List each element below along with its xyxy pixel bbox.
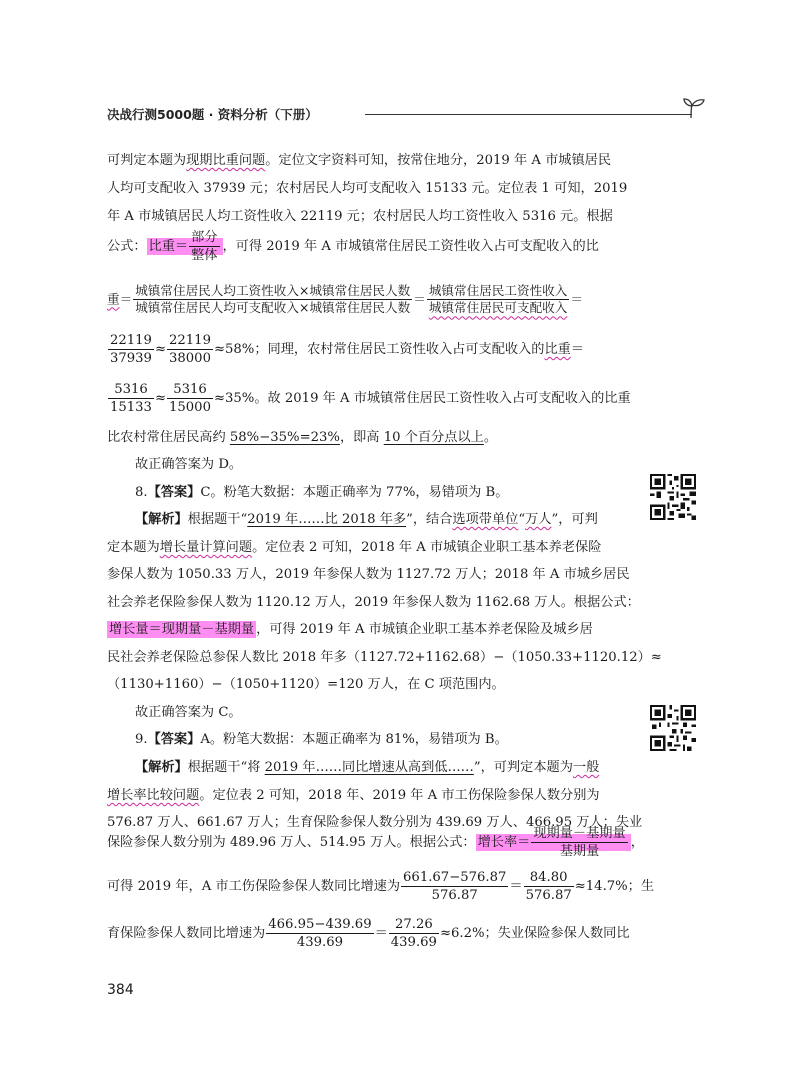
q9-line6: [107, 870, 654, 903]
q8-answer: 故正确答案为 C。: [135, 705, 242, 720]
p1-line6: [107, 333, 584, 366]
text: ＝: [570, 342, 585, 358]
q9-line3: [107, 784, 600, 803]
denominator: 城镇常住居民可支配收入: [428, 300, 568, 316]
text: ＝: [119, 291, 133, 307]
denominator: 15000: [169, 400, 211, 416]
denominator: 576.87: [525, 888, 572, 904]
text: 比重＝: [148, 239, 189, 255]
text: ，可得 2019 年 A 市城镇企业职工基本养老保险及城乡居: [256, 622, 593, 637]
seg: 选项带单位: [452, 512, 519, 527]
fraction: [427, 284, 570, 316]
text: ＝: [374, 926, 388, 942]
q9-line5: [107, 826, 644, 859]
q8-line6: [107, 618, 593, 637]
question-number: 8.: [135, 485, 148, 500]
text: 保险参保人数分别为 489.96 万人、514.95 万人。根据公式：: [107, 835, 476, 851]
numerator: 5316: [167, 382, 213, 399]
fraction: [266, 917, 373, 950]
p1-line7: [107, 382, 631, 415]
qr-code-icon[interactable]: [650, 474, 696, 520]
numerator: 84.80: [524, 870, 574, 887]
denominator: 439.69: [296, 935, 343, 951]
p1-line5: [107, 284, 583, 316]
highlighted-formula: [147, 230, 223, 264]
text: 公式：: [107, 239, 147, 255]
numerator: 22119: [108, 333, 154, 350]
seg: ”，结合: [406, 512, 453, 527]
numerator: 5316: [108, 382, 154, 399]
question-number: 9.: [135, 732, 148, 747]
text: ＝: [413, 291, 426, 307]
q9-line2: [135, 756, 599, 775]
q8-line3: [107, 536, 601, 555]
highlighted-formula: [476, 826, 631, 860]
text: 比重: [544, 342, 571, 358]
text: ≈58%；同理，农村常住居民工资性收入占可支配收入的: [213, 342, 545, 358]
numerator: 27.26: [389, 917, 439, 934]
denominator: 37939: [110, 351, 152, 367]
text: 可得 2019 年，A 市工伤保险参保人数同比增速为: [107, 879, 401, 895]
analysis-tag: 【解析】: [135, 760, 188, 775]
seg: 定本题为: [107, 540, 160, 555]
seg: 根据题干“将: [187, 760, 265, 775]
highlighted-formula: 增长量＝现期量－基期量: [109, 622, 255, 637]
text: C。粉笔大数据：本题正确率为 77%，易错项为 B。: [200, 485, 509, 500]
sprout-icon: [677, 97, 707, 119]
denominator: 整体: [191, 248, 218, 264]
seg: 增长率比较问题: [107, 788, 200, 803]
text: ≈35%。故 2019 年 A 市城镇常住居民工资性收入占可支配收入的比重: [213, 391, 631, 407]
seg: 根据题干“: [187, 512, 248, 527]
seg: 。定位表 2 可知，2018 年 A 市城镇企业职工基本养老保险: [252, 540, 602, 555]
text: 育保险参保人数同比增速为: [107, 926, 266, 942]
fraction: [167, 382, 213, 415]
denominator: 基期量: [559, 844, 600, 860]
p1-line2: 人均可支配收入 37939 元；农村居民人均可支配收入 15133 元。定位表 1 可知，2019: [107, 181, 628, 196]
p1-line1: [107, 149, 611, 168]
fraction: [108, 382, 154, 415]
seg: ”，可判定本题为: [473, 760, 573, 775]
denominator: 439.69: [390, 935, 437, 951]
seg: 可判定本题为: [107, 153, 187, 168]
denominator: 城镇常住居民人均可支配收入×城镇常住居民人数: [135, 300, 411, 316]
numerator: 661.67−576.87: [401, 870, 508, 887]
q8-line8: （1130+1160）−（1050+1120）=120 万人，在 C 项范围内。: [107, 677, 505, 692]
q8-line2: [135, 508, 598, 527]
text: ≈6.2%；失业保险参保人数同比: [439, 926, 630, 942]
seg: “: [518, 512, 526, 527]
denominator: 38000: [169, 351, 211, 367]
text: ，: [630, 835, 644, 851]
numerator: 22119: [167, 333, 213, 350]
seg: 2019 年……比 2018 年多: [247, 512, 407, 527]
text: ＝: [570, 291, 583, 307]
seg: 。定位文字资料可知，按常住地分，2019 年 A 市城镇居民: [265, 153, 612, 168]
seg: ”，可判: [551, 512, 598, 527]
fraction: [189, 230, 219, 263]
answer-tag: 【答案】: [147, 732, 201, 747]
text: ＝: [509, 879, 523, 895]
fraction: [167, 333, 213, 366]
analysis-tag: 【解析】: [135, 512, 188, 527]
q9-answer-line: [135, 728, 508, 747]
fraction: [401, 870, 508, 903]
page-number: 384: [107, 982, 134, 998]
seg: 。定位表 2 可知，2018 年、2019 年 A 市工伤保险参保人数分别为: [199, 788, 600, 803]
p1-line8: [107, 426, 497, 445]
text: 58%−35%=23%: [229, 430, 340, 445]
qr-code-icon[interactable]: [650, 705, 696, 751]
q8-line7: 民社会养老保险总参保人数比 2018 年多（1127.72+1162.68）−（1050.33+1120.12）≈: [107, 650, 662, 665]
header-rule: [365, 114, 692, 115]
numerator: 466.95−439.69: [266, 917, 373, 934]
running-header: [107, 103, 697, 133]
text: ，可得 2019 年 A 市城镇常住居民工资性收入占可支配收入的比: [222, 239, 599, 255]
seg: 现期比重问题: [186, 153, 266, 168]
seg: 增长量计算问题: [159, 540, 253, 555]
p1-line4: [107, 230, 599, 263]
numerator: 现期量－基期量: [531, 826, 627, 843]
p1-line3: 年 A 市城镇居民人均工资性收入 22119 元；农村居民人均工资性收入 5316 元。根据: [107, 209, 613, 224]
text: 。: [483, 430, 497, 445]
text: 比农村常住居民高约: [107, 430, 230, 445]
seg: 万人: [525, 512, 552, 527]
text: ，即高: [339, 430, 384, 445]
seg: 2019 年……同比增速从高到低……: [264, 760, 474, 775]
denominator: 15133: [110, 400, 152, 416]
numerator: 城镇常住居民人均工资性收入×城镇常住居民人数: [133, 284, 412, 300]
text: A。粉笔大数据：本题正确率为 81%，易错项为 B。: [200, 732, 508, 747]
denominator: 576.87: [431, 888, 478, 904]
fraction: [389, 917, 439, 950]
text: 重: [107, 291, 120, 307]
text: 10 个百分点以上: [383, 430, 484, 445]
fraction: [133, 284, 412, 316]
text: ≈: [154, 342, 167, 358]
q8-line4: 参保人数为 1050.33 万人，2019 年参保人数为 1127.72 万人；2018 年 A 市城乡居民: [107, 567, 630, 582]
p1-answer: 故正确答案为 D。: [135, 457, 243, 472]
text: ≈14.7%；生: [574, 879, 655, 895]
fraction: [524, 870, 574, 903]
q9-line7: [107, 917, 630, 950]
q8-answer-line: [135, 481, 508, 500]
text: ≈: [154, 391, 167, 407]
q9-line4: 576.87 万人、661.67 万人；生育保险参保人数分别为 439.69 万人、466.95 万人；失业: [107, 815, 643, 830]
q8-line5: 社会养老保险参保人数为 1120.12 万人，2019 年参保人数为 1162.68 万人。根据公式：: [107, 595, 640, 610]
numerator: 部分: [189, 230, 219, 247]
seg: 一般: [572, 760, 600, 775]
fraction: [108, 333, 154, 366]
book-title: 决战行测5000题 · 资料分析（下册）: [107, 107, 318, 122]
numerator: 城镇常住居民工资性收入: [427, 284, 570, 300]
fraction: [531, 826, 627, 859]
text: 增长率＝: [477, 835, 531, 851]
answer-tag: 【答案】: [147, 485, 201, 500]
